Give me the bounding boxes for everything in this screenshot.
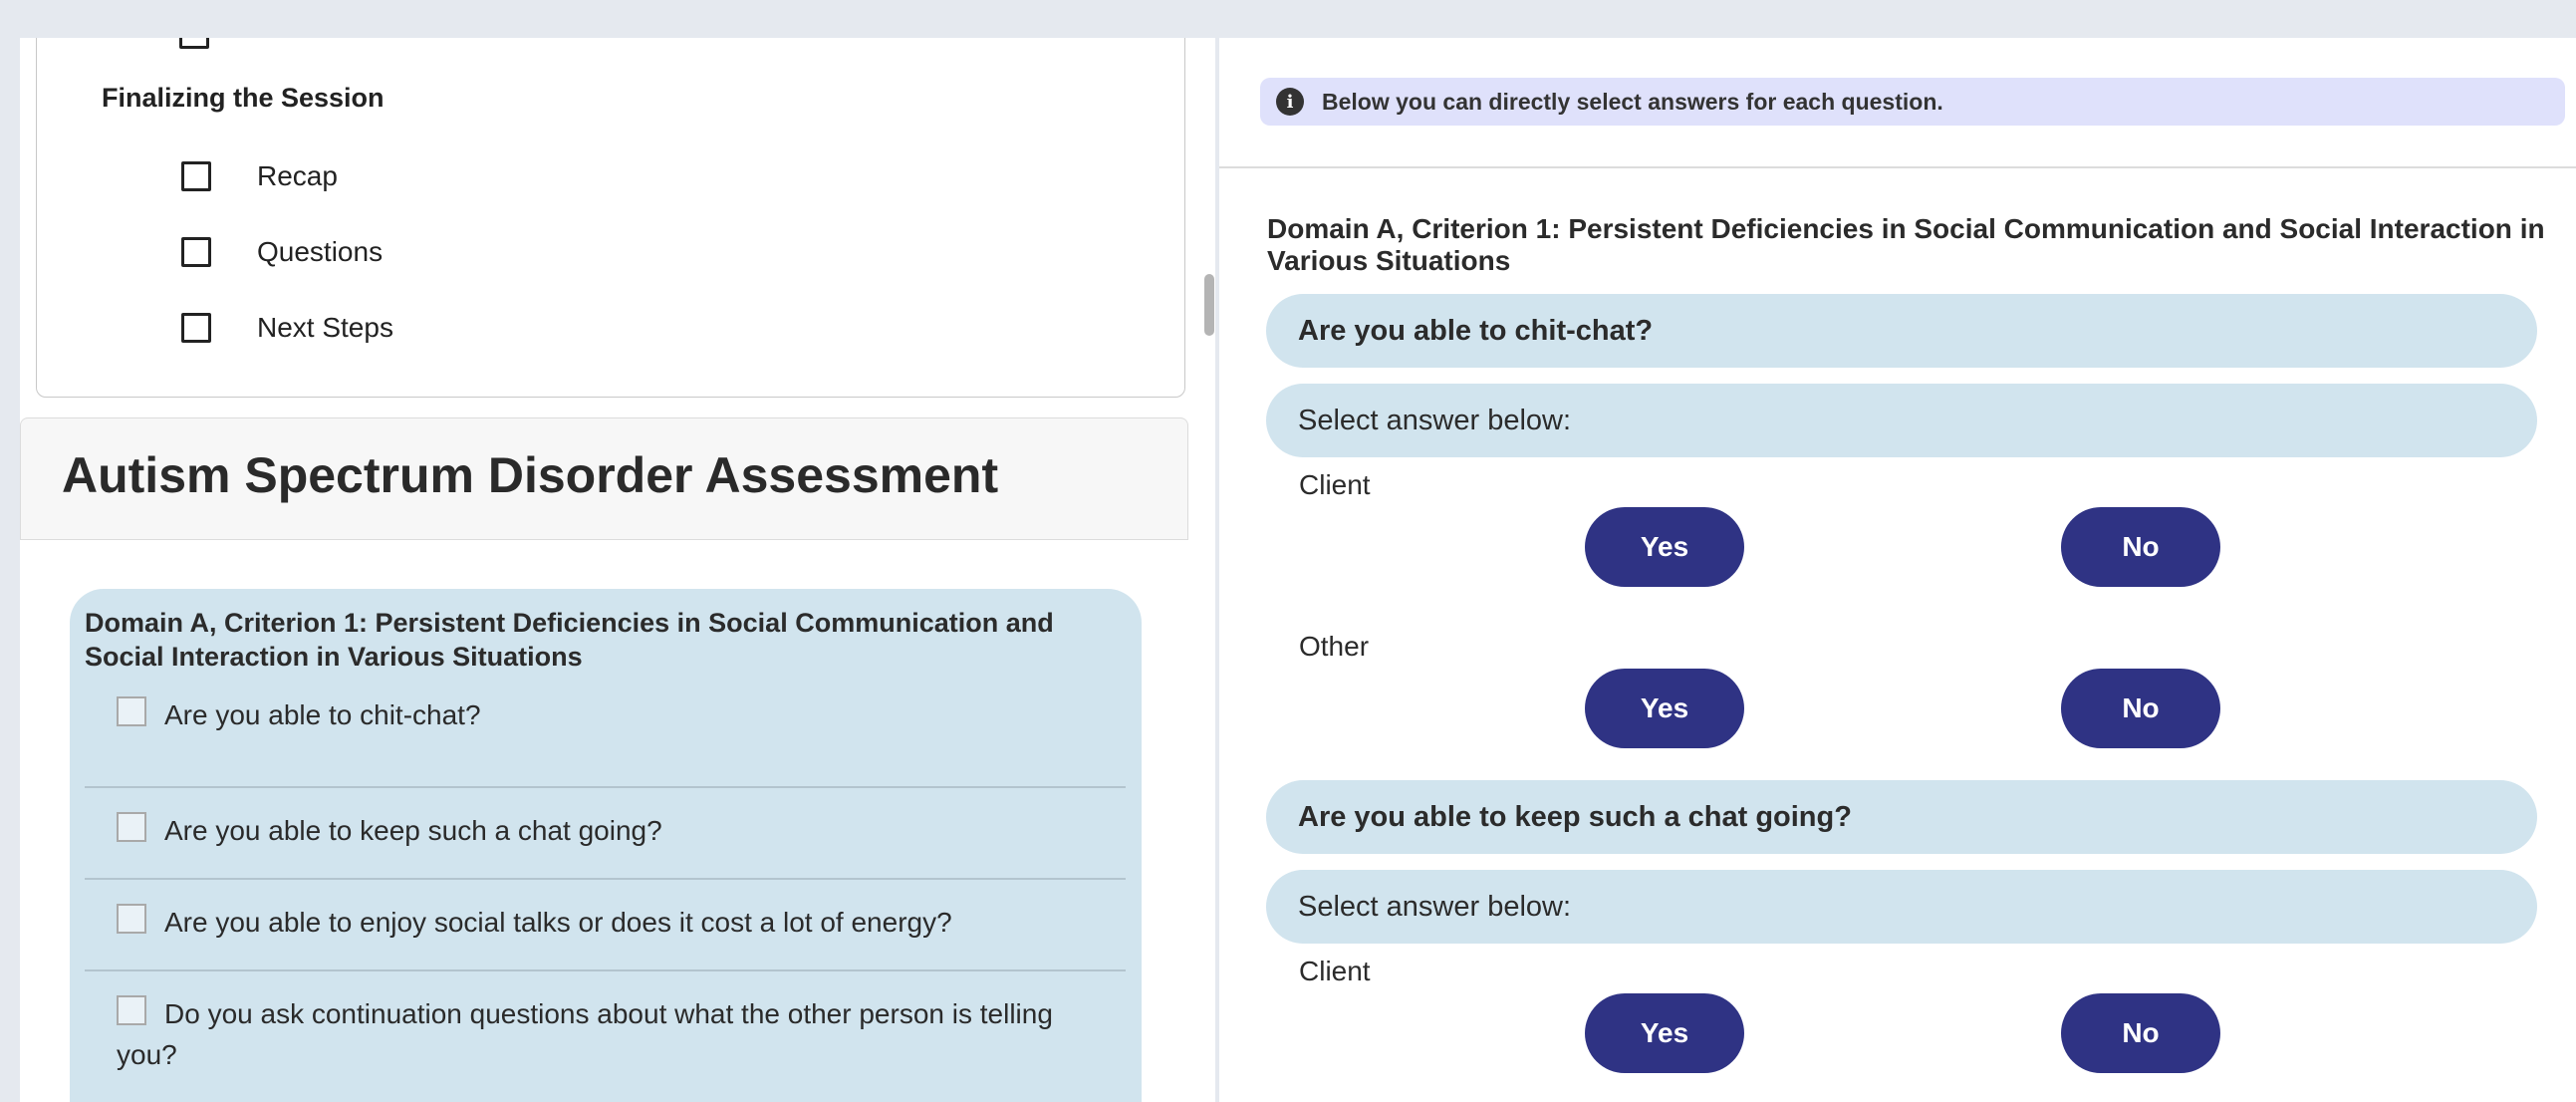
checklist-item-next-steps[interactable] (181, 308, 393, 348)
client-yes-button[interactable]: Yes (1585, 993, 1744, 1073)
checklist-item-label: Recap (257, 160, 338, 191)
select-answer-label: Select answer below: (1298, 404, 1572, 436)
question-text: Are you able to chit-chat? (1298, 314, 1654, 347)
other-no-button[interactable]: No (2061, 669, 2220, 748)
answers-panel (1219, 38, 2576, 1102)
client-no-button[interactable]: No (2061, 507, 2220, 587)
checkbox[interactable] (181, 313, 211, 343)
question-header (1266, 294, 2537, 368)
question-row[interactable] (85, 971, 1126, 1102)
domain-title: Domain A, Criterion 1: Persistent Deficiencies in Social Communication and Social Interaction in Various Situations (85, 608, 1054, 672)
assessment-header (20, 417, 1188, 540)
domain-title: Domain A, Criterion 1: Persistent Deficiencies in Social Communication and Social Interaction in Various Situations (1267, 213, 2545, 276)
other-label: Other (1299, 631, 1370, 662)
client-yes-button[interactable]: Yes (1585, 507, 1744, 587)
checkbox[interactable] (181, 161, 211, 191)
checklist-item-recap[interactable] (181, 156, 338, 196)
question-header (1266, 780, 2537, 854)
domain-card (70, 589, 1142, 1102)
checklist-item-label: Questions (257, 236, 384, 267)
checkbox[interactable] (179, 38, 209, 49)
select-answer-prompt (1266, 870, 2537, 944)
question-text: Are you able to chit-chat? (164, 699, 481, 730)
question-text: Are you able to keep such a chat going? (164, 815, 662, 846)
left-panel (20, 38, 1215, 1102)
checklist-item-label: Next Steps (257, 312, 393, 343)
question-text: Are you able to enjoy social talks or does it cost a lot of energy? (164, 907, 952, 938)
question-row[interactable] (85, 880, 1126, 971)
checklist-item-partial[interactable] (179, 38, 209, 54)
info-banner (1260, 78, 2565, 126)
info-text: Below you can directly select answers for each question. (1322, 88, 1943, 115)
select-answer-prompt (1266, 384, 2537, 457)
session-checklist-card (36, 38, 1185, 398)
other-yes-button[interactable]: Yes (1585, 669, 1744, 748)
page-title: Autism Spectrum Disorder Assessment (62, 447, 999, 503)
checkbox[interactable] (181, 237, 211, 267)
divider (1219, 166, 2576, 168)
question-row[interactable] (85, 696, 1126, 788)
checklist-item-questions[interactable] (181, 232, 383, 272)
question-text: Do you ask continuation questions about what the other person is telling you? (117, 998, 1053, 1070)
section-title: Finalizing the Session (102, 83, 385, 113)
client-label: Client (1299, 956, 1371, 986)
client-label: Client (1299, 469, 1371, 500)
question-row[interactable] (85, 788, 1126, 880)
scrollbar-thumb[interactable] (1204, 274, 1214, 336)
info-circle-icon: i (1276, 88, 1304, 116)
client-no-button[interactable]: No (2061, 993, 2220, 1073)
select-answer-label: Select answer below: (1298, 890, 1572, 923)
question-text: Are you able to keep such a chat going? (1298, 800, 1852, 833)
